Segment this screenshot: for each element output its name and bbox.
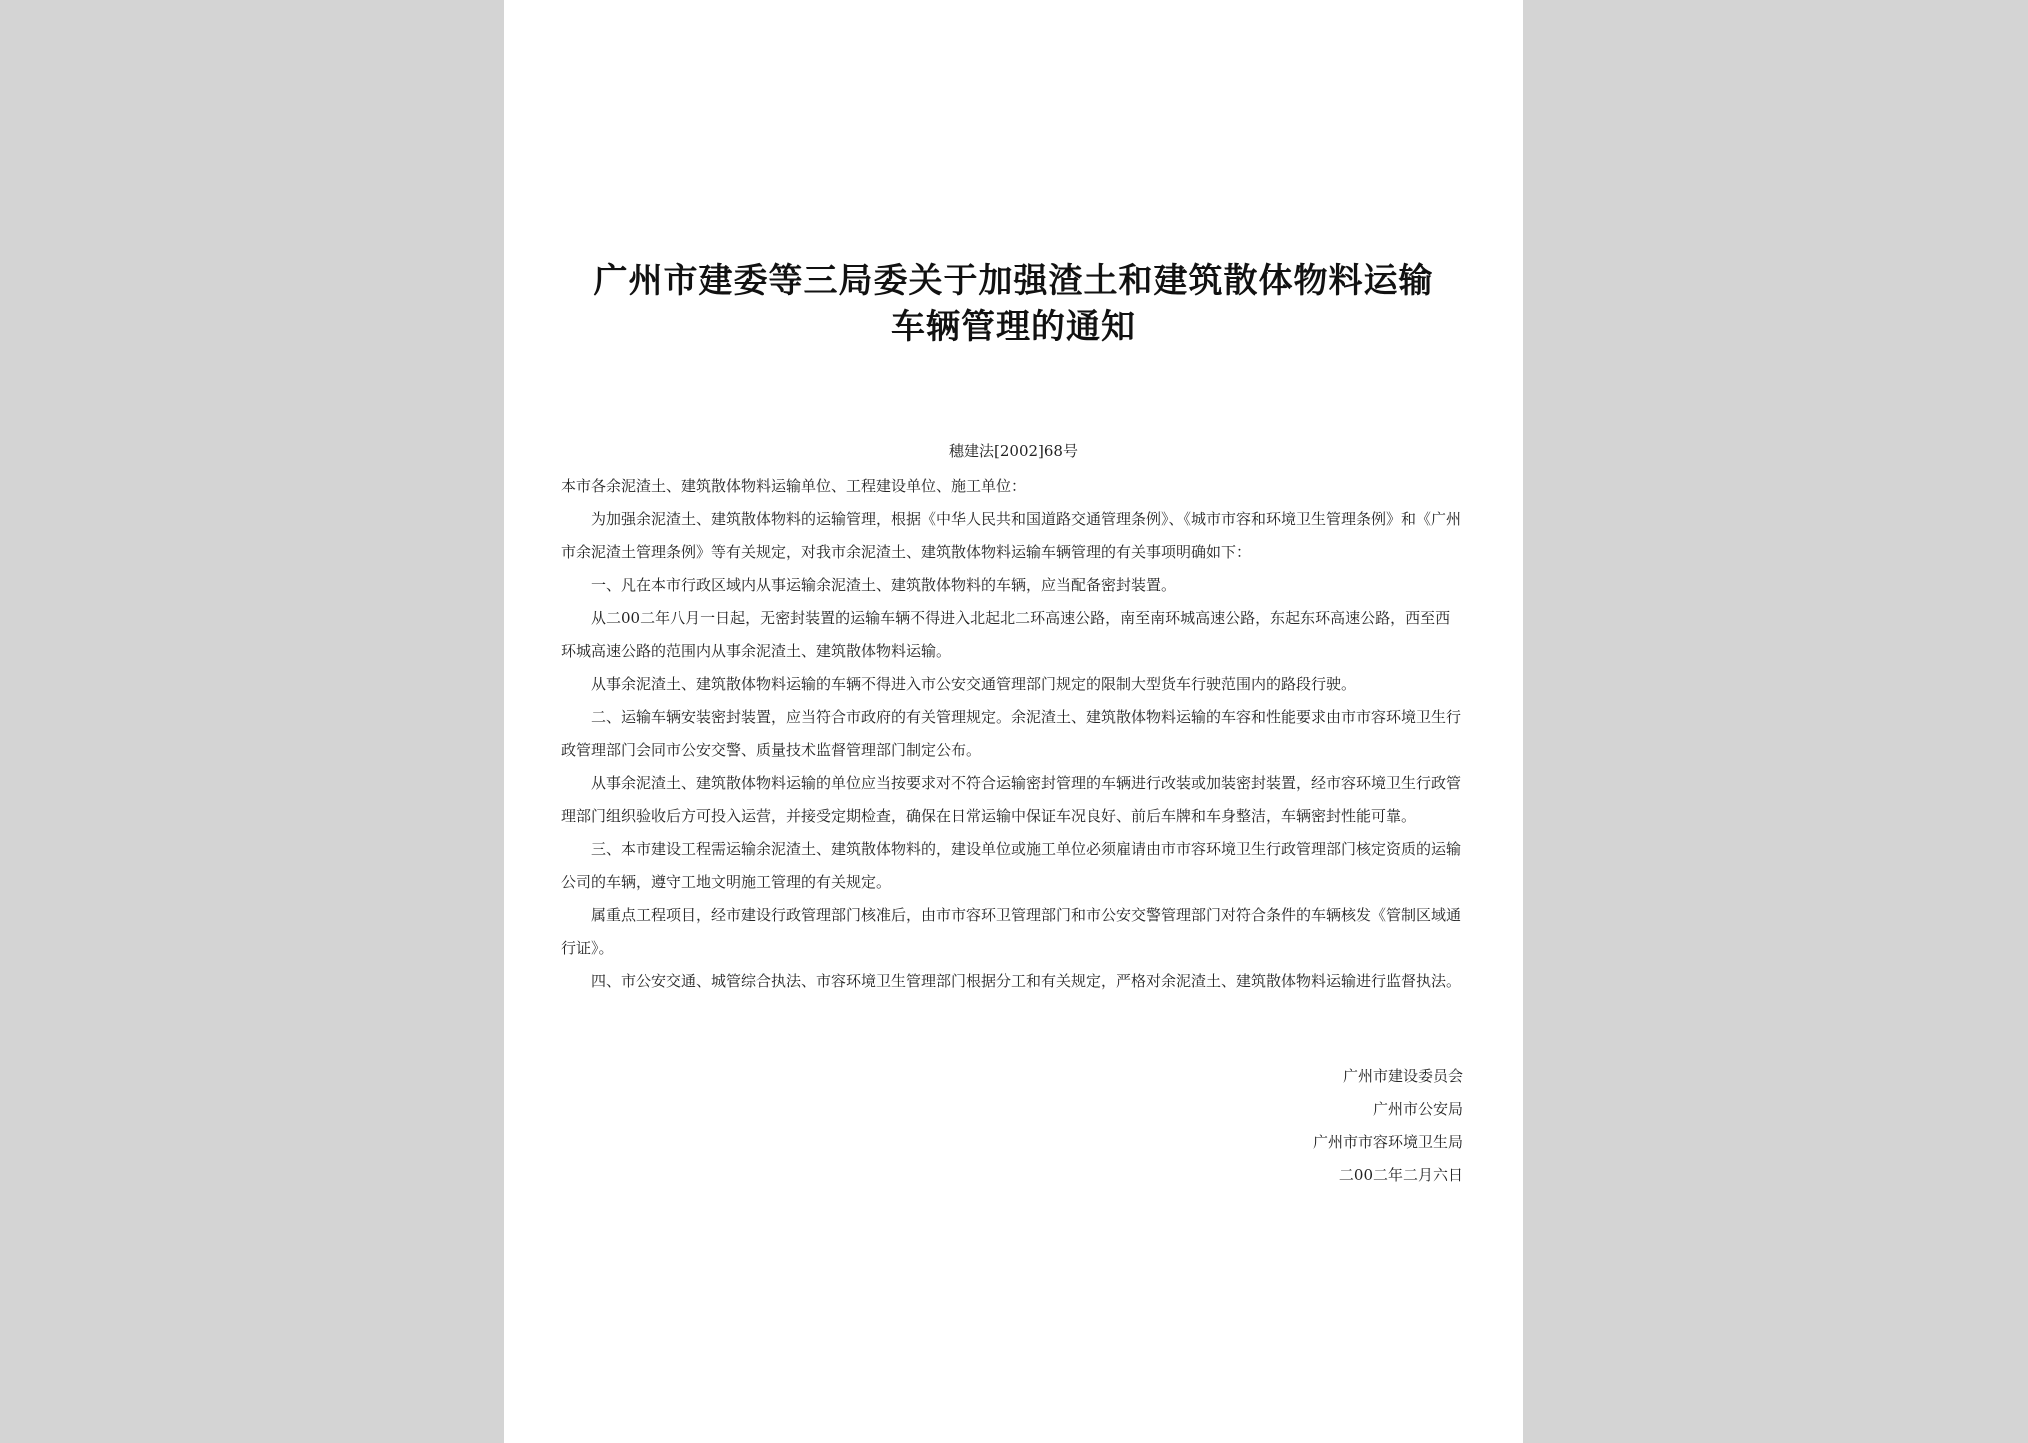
signature-block [1313, 1060, 1463, 1192]
signatory-construction-committee: 广州市建设委员会 [1342, 1067, 1463, 1085]
paragraph: 一、凡在本市行政区域内从事运输余泥渣土、建筑散体物料的车辆，应当配备密封装置。 [591, 576, 1177, 594]
salutation: 本市各余泥渣土、建筑散体物料运输单位、工程建设单位、施工单位： [561, 477, 1027, 495]
paragraph: 三、本市建设工程需运输余泥渣土、建筑散体物料的，建设单位或施工单位必须雇请由市市容环境卫生行政管理部门核定资质的运输公司的车辆，遵守工地文明施工管理的有关规定。 [561, 840, 1462, 891]
paragraph: 从事余泥渣土、建筑散体物料运输的单位应当按要求对不符合运输密封管理的车辆进行改装或加装密封装置，经市容环境卫生行政管理部门组织验收后方可投入运营，并接受定期检查，确保在日常运输中保证车况良好、前后车牌和车身整洁，车辆密封性能可靠。 [561, 774, 1462, 825]
document-page [504, 0, 1523, 1443]
signatory-sanitation-bureau: 广州市市容环境卫生局 [1312, 1133, 1463, 1151]
signatory-public-security-bureau: 广州市公安局 [1372, 1100, 1463, 1118]
paragraph: 二、运输车辆安装密封装置，应当符合市政府的有关管理规定。余泥渣土、建筑散体物料运输的车容和性能要求由市市容环境卫生行政管理部门会同市公安交警、质量技术监督管理部门制定公布。 [561, 708, 1462, 759]
document-body [561, 470, 1465, 998]
paragraph: 从二00二年八月一日起，无密封装置的运输车辆不得进入北起北二环高速公路，南至南环城高速公路，东起东环高速公路，西至西环城高速公路的范围内从事余泥渣土、建筑散体物料运输。 [561, 609, 1451, 660]
document-title [504, 258, 1523, 350]
paragraph: 四、市公安交通、城管综合执法、市容环境卫生管理部门根据分工和有关规定，严格对余泥渣土、建筑散体物料运输进行监督执法。 [591, 972, 1462, 990]
paragraph: 为加强余泥渣土、建筑散体物料的运输管理，根据《中华人民共和国道路交通管理条例》、《城市市容和环境卫生管理条例》和《广州市余泥渣土管理条例》等有关规定，对我市余泥渣土、建筑散体物料运输车辆管理的有关事项明确如下： [561, 510, 1462, 561]
paragraph: 从事余泥渣土、建筑散体物料运输的车辆不得进入市公安交通管理部门规定的限制大型货车行驶范围内的路段行驶。 [591, 675, 1357, 693]
document-number: 穗建法[2002]68号 [949, 442, 1078, 460]
paragraph: 属重点工程项目，经市建设行政管理部门核准后，由市市容环卫管理部门和市公安交警管理部门对符合条件的车辆核发《管制区域通行证》。 [561, 906, 1462, 957]
title-line-1: 广州市建委等三局委关于加强渣土和建筑散体物料运输 [593, 261, 1434, 301]
title-line-2: 车辆管理的通知 [891, 307, 1136, 347]
signature-date: 二00二年二月六日 [1338, 1166, 1463, 1184]
